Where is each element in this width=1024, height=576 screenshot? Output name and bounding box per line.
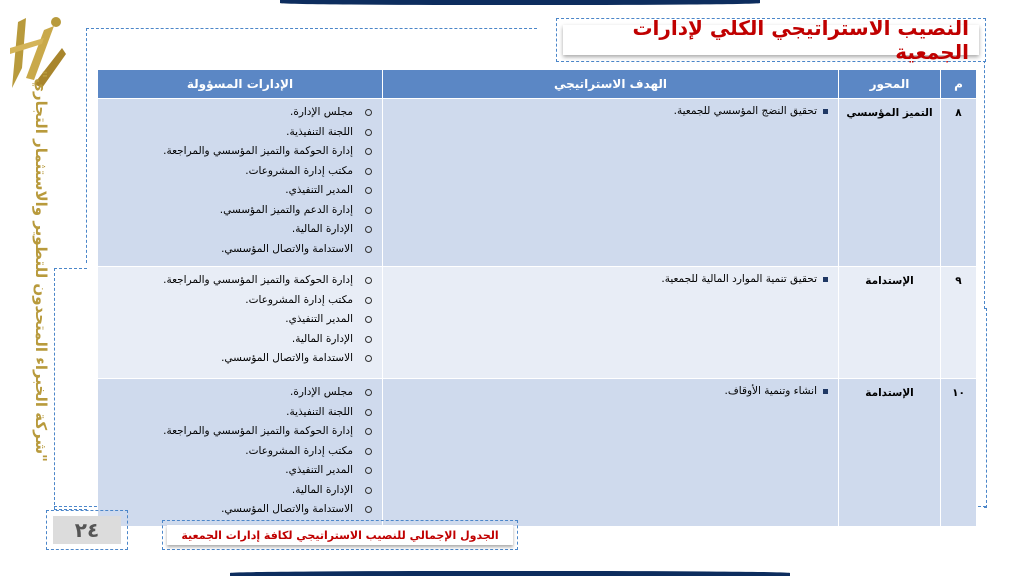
row-axis: الإستدامة [839, 379, 941, 527]
list-item [98, 481, 372, 501]
header-num: م [941, 70, 977, 99]
circle-bullet-icon [365, 316, 372, 323]
circle-bullet-icon [365, 428, 372, 435]
circle-bullet-icon [365, 336, 372, 343]
circle-bullet-icon [365, 148, 372, 155]
dept-text: الإدارة المالية. [291, 223, 353, 235]
circle-bullet-icon [365, 448, 372, 455]
row-num: ٨ [941, 99, 977, 267]
square-bullet-icon [823, 109, 828, 114]
circle-bullet-icon [365, 207, 372, 214]
list-item [98, 403, 372, 423]
circle-bullet-icon [365, 246, 372, 253]
header-goal: الهدف الاستراتيجي [383, 70, 839, 99]
list-item [98, 500, 372, 520]
dept-text: الاستدامة والاتصال المؤسسي. [221, 242, 353, 255]
dept-text: الاستدامة والاتصال المؤسسي. [221, 503, 353, 515]
list-item [98, 201, 372, 221]
circle-bullet-icon [365, 226, 372, 233]
goal-item [383, 385, 828, 397]
circle-bullet-icon [365, 506, 372, 513]
top-decor-bar [280, 0, 760, 5]
goal-text: تحقيق تنمية الموارد المالية للجمعية. [661, 273, 817, 285]
row-axis: التميز المؤسسي [839, 99, 941, 267]
page-number: ٢٤ [53, 516, 121, 544]
circle-bullet-icon [365, 168, 372, 175]
dept-text: إدارة الدعم والتميز المؤسسي. [219, 203, 353, 216]
list-item [98, 181, 372, 201]
dept-text: اللجنة التنفيذية. [286, 405, 353, 418]
dept-text: المدير التنفيذي. [285, 313, 353, 325]
row-axis: الإستدامة [839, 267, 941, 379]
circle-bullet-icon [365, 389, 372, 396]
list-item [98, 103, 372, 123]
circle-bullet-icon [365, 129, 372, 136]
side-company-label: "شركة الخبراء المتحدون للتطوير والاستثمار التجاري" [32, 70, 50, 462]
row-depts-cell [98, 267, 383, 379]
table-row [98, 99, 977, 267]
dept-list [98, 383, 372, 520]
circle-bullet-icon [365, 297, 372, 304]
row-goal-cell [383, 99, 839, 267]
table-caption: الجدول الإجمالي للنصيب الاستراتيجي لكافة إدارات الجمعية [167, 525, 513, 545]
dept-text: الاستدامة والاتصال المؤسسي. [221, 352, 353, 364]
row-num: ١٠ [941, 379, 977, 527]
circle-bullet-icon [365, 487, 372, 494]
list-item [98, 383, 372, 403]
row-goal-cell [383, 267, 839, 379]
list-item [98, 330, 372, 350]
dept-text: مكتب إدارة المشروعات. [245, 293, 353, 306]
list-item [98, 142, 372, 162]
goal-text: تحقيق النضج المؤسسي للجمعية. [673, 105, 817, 117]
circle-bullet-icon [365, 109, 372, 116]
caption-box [162, 520, 518, 550]
dept-text: الإدارة المالية. [291, 483, 353, 496]
dept-list [98, 271, 372, 369]
frame-right-lower-dashed [984, 308, 987, 508]
dept-text: إدارة الحوكمة والتميز المؤسسي والمراجعة. [163, 425, 353, 437]
goal-text: انشاء وتنمية الأوقاف. [724, 385, 817, 397]
header-depts: الإدارات المسؤولة [98, 70, 383, 99]
list-item [98, 162, 372, 182]
row-num: ٩ [941, 267, 977, 379]
dept-text: مكتب إدارة المشروعات. [245, 444, 353, 457]
row-goal-cell [383, 379, 839, 527]
dept-text: اللجنة التنفيذية. [286, 125, 353, 138]
list-item [98, 123, 372, 143]
strategic-table [97, 69, 977, 527]
table-row [98, 267, 977, 379]
dept-text: الإدارة المالية. [291, 332, 353, 345]
goal-item [383, 273, 828, 285]
dept-text: إدارة الحوكمة والتميز المؤسسي والمراجعة. [163, 274, 353, 286]
table-row [98, 379, 977, 527]
dept-list [98, 103, 372, 259]
page-title: النصيب الاستراتيجي الكلي لإدارات الجمعية [632, 16, 969, 64]
bottom-decor-bar [230, 571, 790, 576]
circle-bullet-icon [365, 467, 372, 474]
frame-left-dashed [54, 268, 87, 510]
list-item [98, 422, 372, 442]
row-depts-cell [98, 379, 383, 527]
circle-bullet-icon [365, 187, 372, 194]
list-item [98, 291, 372, 311]
list-item [98, 461, 372, 481]
dept-text: مجلس الإدارة. [289, 106, 353, 118]
circle-bullet-icon [365, 409, 372, 416]
title-card [563, 16, 979, 64]
header-axis: المحور [839, 70, 941, 99]
dept-text: المدير التنفيذي. [285, 184, 353, 196]
circle-bullet-icon [365, 355, 372, 362]
list-item [98, 310, 372, 330]
square-bullet-icon [823, 277, 828, 282]
dept-text: مجلس الإدارة. [289, 386, 353, 398]
dept-text: مكتب إدارة المشروعات. [245, 164, 353, 177]
list-item [98, 442, 372, 462]
list-item [98, 349, 372, 369]
list-item [98, 271, 372, 291]
square-bullet-icon [823, 389, 828, 394]
page-number-box [46, 510, 128, 550]
list-item [98, 240, 372, 260]
table-header-row [98, 70, 977, 99]
title-box [556, 18, 986, 62]
goal-item [383, 105, 828, 117]
circle-bullet-icon [365, 277, 372, 284]
list-item [98, 220, 372, 240]
dept-text: إدارة الحوكمة والتميز المؤسسي والمراجعة. [163, 145, 353, 157]
dept-text: المدير التنفيذي. [285, 464, 353, 476]
row-depts-cell [98, 99, 383, 267]
